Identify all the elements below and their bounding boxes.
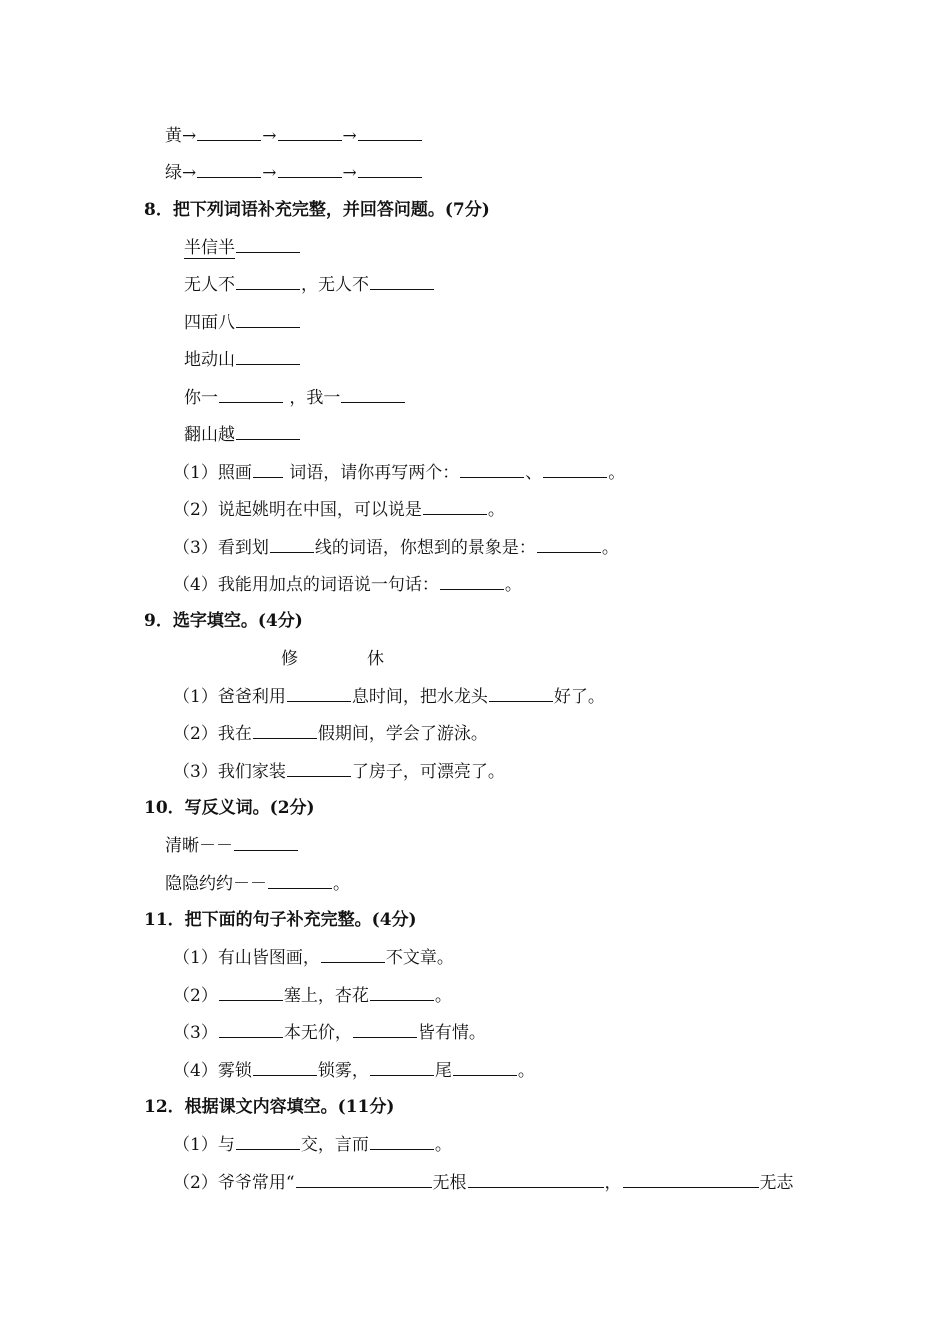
blank[interactable] bbox=[341, 386, 405, 403]
q10-item-2: 隐隐约约－－ 。 bbox=[165, 874, 350, 894]
blank[interactable] bbox=[440, 573, 504, 590]
q9-choice-2: 休 bbox=[367, 649, 384, 669]
q8-sub-4: （4）我能用加点的词语说一句话： 。 bbox=[173, 575, 522, 595]
q9-sub-3: （3）我们家装 了房子，可漂亮了。 bbox=[173, 762, 505, 782]
blank[interactable] bbox=[460, 461, 524, 478]
q12-title: 12．根据课文内容填空。(11分) bbox=[144, 1097, 395, 1117]
blank[interactable] bbox=[236, 423, 300, 440]
blank[interactable] bbox=[468, 1171, 604, 1188]
blank[interactable] bbox=[253, 461, 283, 478]
q9-choice-1: 修 bbox=[281, 649, 298, 669]
blank[interactable] bbox=[423, 498, 487, 515]
q10-item-1: 清晰－－ bbox=[165, 834, 299, 857]
blank[interactable] bbox=[453, 1059, 517, 1076]
blank[interactable] bbox=[270, 536, 314, 553]
q8-item-6: 翻山越 bbox=[184, 423, 301, 446]
q7-row-yellow: 黄→ → → bbox=[165, 124, 423, 147]
blank[interactable] bbox=[234, 834, 298, 851]
blank[interactable] bbox=[197, 161, 261, 178]
blank[interactable] bbox=[353, 1021, 417, 1038]
blank[interactable] bbox=[543, 461, 607, 478]
blank[interactable] bbox=[370, 984, 434, 1001]
blank[interactable] bbox=[287, 685, 351, 702]
blank[interactable] bbox=[197, 124, 261, 141]
q11-sub-3: （3） 本无价， 皆有情。 bbox=[173, 1023, 486, 1043]
blank[interactable] bbox=[219, 984, 283, 1001]
blank[interactable] bbox=[219, 386, 283, 403]
q11-sub-2: （2） 塞上，杏花 。 bbox=[173, 986, 452, 1006]
blank[interactable] bbox=[253, 722, 317, 739]
q11-title: 11．把下面的句子补充完整。(4分) bbox=[144, 910, 417, 930]
q8-item-2: 无人不 ，无人不 bbox=[184, 273, 435, 296]
blank[interactable] bbox=[287, 760, 351, 777]
blank[interactable] bbox=[236, 236, 300, 253]
blank[interactable] bbox=[370, 1133, 434, 1150]
blank[interactable] bbox=[236, 273, 300, 290]
blank[interactable] bbox=[278, 161, 342, 178]
q11-sub-1: （1）有山皆图画， 不文章。 bbox=[173, 948, 454, 968]
q10-title: 10．写反义词。(2分) bbox=[144, 798, 315, 818]
q7-row-green: 绿→ → → bbox=[165, 161, 423, 184]
q8-item-5: 你一 ，我一 bbox=[184, 386, 406, 409]
blank[interactable] bbox=[278, 124, 342, 141]
q8-title: 8．把下列词语补充完整，并回答问题。(7分) bbox=[144, 200, 490, 220]
q8-item-1: 半信半 bbox=[184, 236, 301, 259]
q11-sub-4: （4）雾锁 锁雾， 尾 。 bbox=[173, 1061, 535, 1081]
q9-sub-2: （2）我在 假期间，学会了游泳。 bbox=[173, 724, 488, 744]
q8-sub-2: （2）说起姚明在中国，可以说是 。 bbox=[173, 500, 505, 520]
blank[interactable] bbox=[268, 872, 332, 889]
blank[interactable] bbox=[236, 1133, 300, 1150]
blank[interactable] bbox=[370, 273, 434, 290]
blank[interactable] bbox=[321, 946, 385, 963]
blank[interactable] bbox=[236, 311, 300, 328]
blank[interactable] bbox=[489, 685, 553, 702]
q8-item-4: 地动山 bbox=[184, 348, 301, 371]
blank[interactable] bbox=[358, 124, 422, 141]
q8-item-3: 四面八 bbox=[184, 311, 301, 334]
blank[interactable] bbox=[370, 1059, 434, 1076]
blank[interactable] bbox=[236, 348, 300, 365]
q8-sub-1: （1）照画 词语，请你再写两个： 、 。 bbox=[173, 463, 626, 483]
blank[interactable] bbox=[537, 536, 601, 553]
blank[interactable] bbox=[358, 161, 422, 178]
q7-row-green-start: 绿 bbox=[165, 163, 182, 183]
q9-sub-1: （1）爸爸利用 息时间，把水龙头 好了。 bbox=[173, 687, 605, 707]
blank[interactable] bbox=[296, 1171, 432, 1188]
q7-row-yellow-start: 黄 bbox=[165, 126, 182, 146]
blank[interactable] bbox=[623, 1171, 759, 1188]
q12-sub-2: （2）爷爷常用“ 无根 ， 无志 bbox=[173, 1173, 794, 1193]
q12-sub-1: （1）与 交，言而 。 bbox=[173, 1135, 452, 1155]
blank[interactable] bbox=[253, 1059, 317, 1076]
q9-title: 9．选字填空。(4分) bbox=[144, 611, 303, 631]
q8-sub-3: （3）看到划 线的词语，你想到的景象是： 。 bbox=[173, 538, 619, 558]
blank[interactable] bbox=[219, 1021, 283, 1038]
